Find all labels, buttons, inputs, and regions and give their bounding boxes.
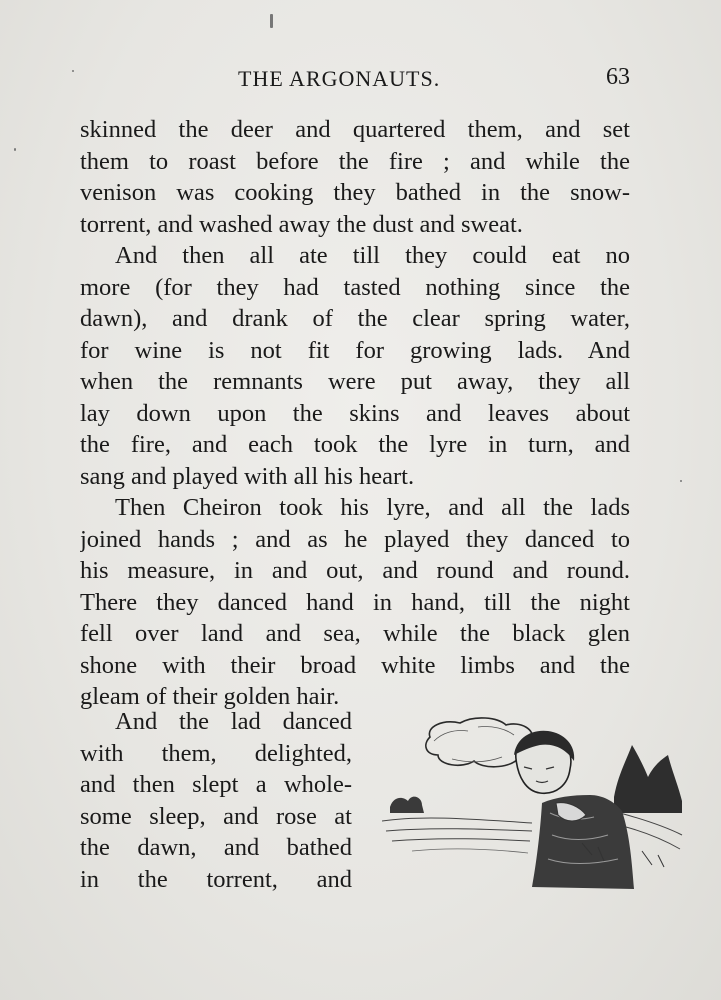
page-speck — [72, 70, 74, 72]
text-line: And the lad danced — [115, 708, 352, 735]
page-speck — [680, 480, 682, 482]
text-line: venison was cooking they bathed in the snow- — [80, 179, 630, 206]
text-line: them to roast before the fire ; and while the — [80, 147, 630, 175]
text-line: the fire, and each took the lyre in turn, and — [80, 431, 630, 458]
page-header — [80, 64, 630, 98]
wrapped-text — [80, 706, 352, 895]
text-line: skinned the deer and quartered them, and set — [80, 116, 630, 143]
text-line: some sleep, and rose at — [80, 802, 352, 830]
text-line: And then all ate till they could eat no — [115, 242, 630, 269]
river-lines — [382, 818, 532, 841]
page-speck — [14, 148, 16, 151]
text-line: gleam of their golden hair. — [80, 683, 340, 710]
text-line: the dawn, and bathed — [80, 834, 352, 861]
text-line: and then slept a whole- — [80, 771, 352, 798]
text-line: sang and played with all his heart. — [80, 462, 415, 490]
text-line: for wine is not fit for growing lads. And — [80, 336, 630, 364]
page-number: 63 — [606, 64, 630, 90]
text-line: torrent, and washed away the dust and sweat. — [80, 210, 523, 238]
text-line: in the torrent, and — [80, 865, 352, 893]
figure-body — [532, 795, 634, 889]
running-title: THE ARGONAUTS. — [238, 66, 441, 91]
text-line: fell over land and sea, while the black glen — [80, 620, 630, 647]
text-line: shone with their broad white limbs and the — [80, 651, 630, 679]
distant-trees — [390, 797, 424, 813]
text-line: There they danced hand in hand, till the night — [80, 588, 630, 616]
pine-trees — [614, 745, 682, 813]
text-line: dawn), and drank of the clear spring water, — [80, 305, 630, 332]
ground-line — [412, 849, 528, 853]
text-line: joined hands ; and as he played they danced to — [80, 525, 630, 553]
page-blemish — [270, 14, 273, 28]
engraving-illustration — [382, 715, 687, 895]
text-line: when the remnants were put away, they all — [80, 368, 630, 395]
cloud-shading — [434, 726, 514, 761]
text-line: Then Cheiron took his lyre, and all the lads — [115, 494, 630, 521]
text-line: lay down upon the skins and leaves about — [80, 399, 630, 427]
body-text — [80, 114, 630, 713]
text-line: with them, delighted, — [80, 739, 352, 767]
text-line: more (for they had tasted nothing since the — [80, 273, 630, 301]
text-line: his measure, in and out, and round and round. — [80, 557, 630, 584]
